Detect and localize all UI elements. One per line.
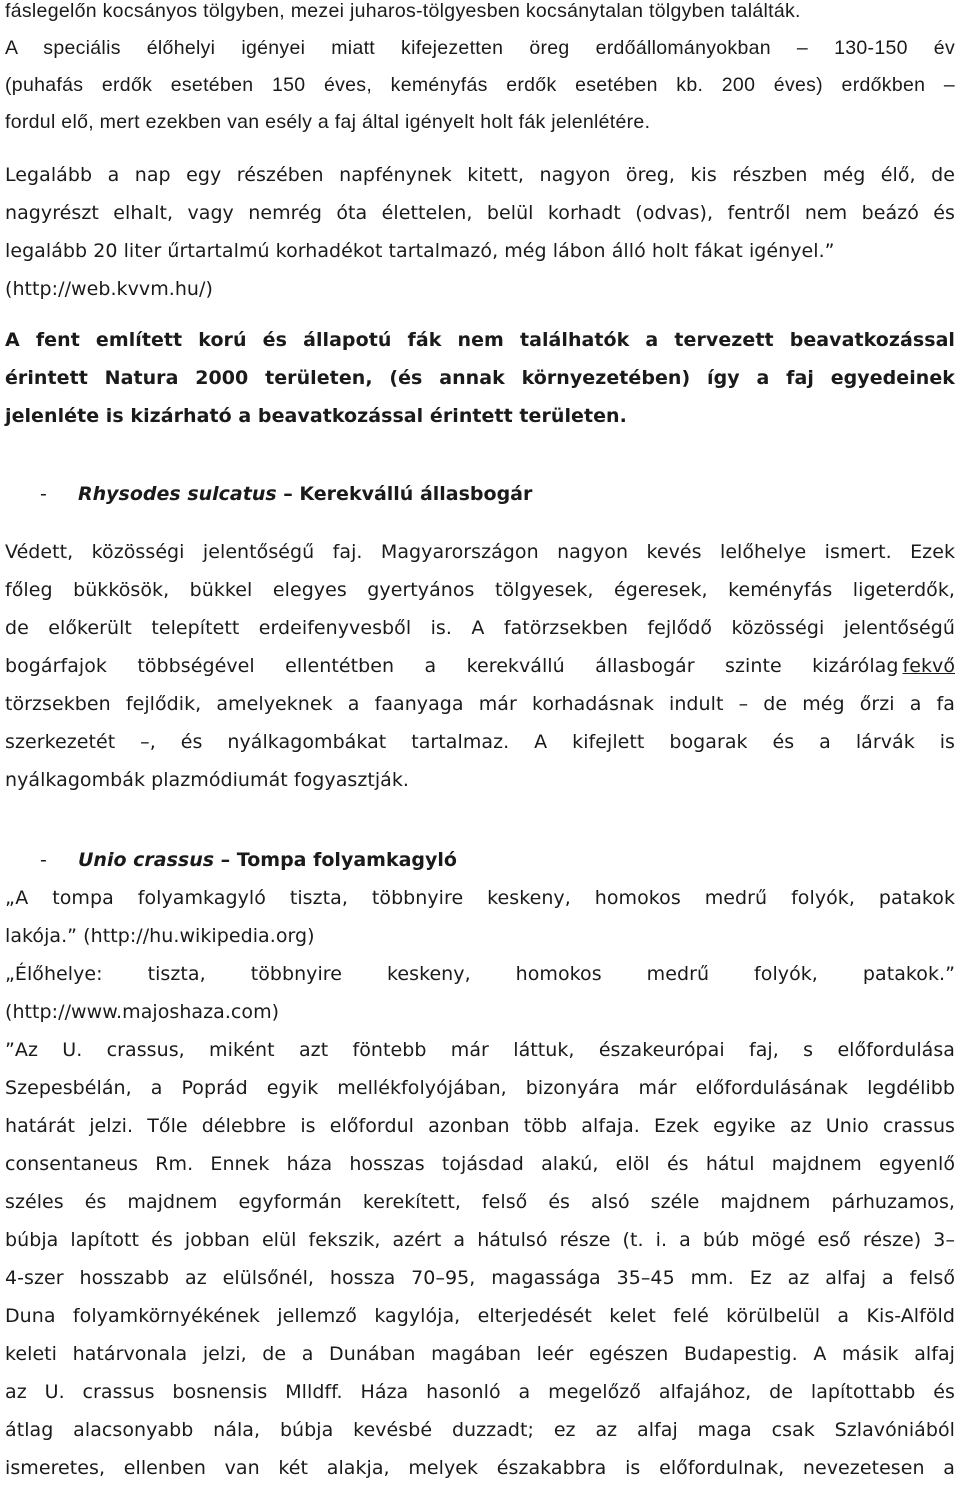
text-line: (puhafás erdők esetében 150 éves, keményfás erdők esetében kb. 200 éves) erdőkben – xyxy=(5,74,955,96)
text-line: jelenléte is kizárható a beavatkozással érintett területen. xyxy=(5,405,627,427)
text-line: Duna folyamkörnyékének jellemző kagylója, elterjedését kelet felé körülbelül a Kis-Alföld xyxy=(5,1305,955,1327)
text-line: az U. crassus bosnensis Mlldff. Háza hasonló a megelőző alfajához, de lapítottabb és xyxy=(5,1381,955,1403)
list-dash: - xyxy=(40,849,47,871)
text-line: „A tompa folyamkagyló tiszta, többnyire keskeny, homokos medrű folyók, patakok xyxy=(5,887,955,909)
conclusion-paragraph xyxy=(5,321,955,435)
text-line: törzsekben fejlődik, amelyeknek a faanyaga már korhadásnak indult – de még őrzi a fa xyxy=(5,693,955,715)
species-heading-rhysodes xyxy=(40,475,532,513)
text-line: A speciális élőhelyi igényei miatt kifejezetten öreg erdőállományokban – 130-150 év xyxy=(5,37,955,59)
text-line: (http://web.kvvm.hu/) xyxy=(5,278,213,300)
text-line: határát jelzi. Tőle délebbre is előfordul azonban több alfaja. Ezek egyike az Unio crassus xyxy=(5,1115,955,1137)
intro-paragraph xyxy=(5,0,955,141)
text-line: Legalább a nap egy részében napfénynek kitett, nagyon öreg, kis részben még élő, de xyxy=(5,164,955,186)
heading-separator: – xyxy=(214,849,237,871)
text-line: Védett, közösségi jelentőségű faj. Magyarországon nagyon kevés lelőhelye ismert. Ezek xyxy=(5,541,955,563)
list-dash: - xyxy=(40,483,47,505)
text-line: legalább 20 liter űrtartalmú korhadékot tartalmazó, még lábon álló holt fákat igényel.” xyxy=(5,240,835,262)
heading-separator: – xyxy=(276,483,300,505)
text-line: széles és majdnem egyformán kerekített, felső és alsó széle majdnem párhuzamos, xyxy=(5,1191,955,1213)
text-line: fáslegelőn kocsányos tölgyben, mezei juharos-tölgyesben kocsánytalan tölgyben találták. xyxy=(5,0,801,22)
text-line: consentaneus Rm. Ennek háza hosszas tojásdad alakú, elöl és hátul majdnem egyenlő xyxy=(5,1153,955,1175)
scientific-name: Rhysodes sulcatus xyxy=(78,483,277,505)
text-line: (http://www.majoshaza.com) xyxy=(5,1001,280,1023)
text-line: keleti határvonala jelzi, de a Dunában magában leér egészen Budapestig. A másik alfaj xyxy=(5,1343,955,1365)
text-line: főleg bükkösök, bükkel elegyes gyertyános tölgyesek, égeresek, keményfás ligeterdők, xyxy=(5,579,955,601)
underlined-word: fekvő xyxy=(902,655,955,677)
text-line: ”Az U. crassus, miként azt föntebb már láttuk, északeurópai faj, s előfordulása xyxy=(5,1039,955,1061)
text-line: búbja lapított és jobban elül fekszik, azért a hátulsó része (t. i. a búb mögé eső része) 3– xyxy=(5,1229,955,1251)
text-line: fordul elő, mert ezekben van esély a faj által igényelt holt fák jelenlétére. xyxy=(5,111,651,133)
common-name: Kerekvállú állasbogár xyxy=(299,483,533,505)
text-line: Szepesbélán, a Poprád egyik mellékfolyójában, bizonyára már előfordulásának legdélibb xyxy=(5,1077,955,1099)
text-line: nyálkagombák plazmódiumát fogyasztják. xyxy=(5,769,410,791)
text-line xyxy=(5,647,955,685)
text-line: szerkezetét –, és nyálkagombákat tartalmaz. A kifejlett bogarak és a lárvák is xyxy=(5,731,955,753)
text-line: lakója.” (http://hu.wikipedia.org) xyxy=(5,925,315,947)
common-name: Tompa folyamkagyló xyxy=(236,849,457,871)
text-line: 4-szer hosszabb az elülsőnél, hossza 70–95, magassága 35–45 mm. Ez az alfaj a felső xyxy=(5,1267,955,1289)
text-line: A fent említett korú és állapotú fák nem találhatók a tervezett beavatkozással xyxy=(5,329,955,351)
species-heading-unio xyxy=(40,841,457,879)
text-line: ismeretes, ellenben van két alakja, melyek északabbra is előfordulnak, nevezetesen a xyxy=(5,1457,955,1479)
scientific-name: Unio crassus xyxy=(78,849,215,871)
text-line: átlag alacsonyabb nála, búbja kevésbé duzzadt; ez az alfaj maga csak Szlavóniából xyxy=(5,1419,955,1441)
text-line: „Élőhelye: tiszta, többnyire keskeny, homokos medrű folyók, patakok.” xyxy=(5,963,955,985)
text-line: de előkerült telepített erdeifenyvesből is. A fatörzsekben fejlődő közösségi jelentőségű xyxy=(5,617,955,639)
habitat-paragraph xyxy=(5,156,955,308)
text-line: érintett Natura 2000 területen, (és annak környezetében) így a faj egyedeinek xyxy=(5,367,955,389)
species2-paragraph xyxy=(5,879,955,1487)
text-segment: bogárfajok többségével ellentétben a kerekvállú állasbogár szinte kizárólag xyxy=(5,655,899,677)
species1-paragraph xyxy=(5,533,955,799)
text-line: nagyrészt elhalt, vagy nemrég óta élettelen, belül korhadt (odvas), fentről nem beázó és xyxy=(5,202,955,224)
